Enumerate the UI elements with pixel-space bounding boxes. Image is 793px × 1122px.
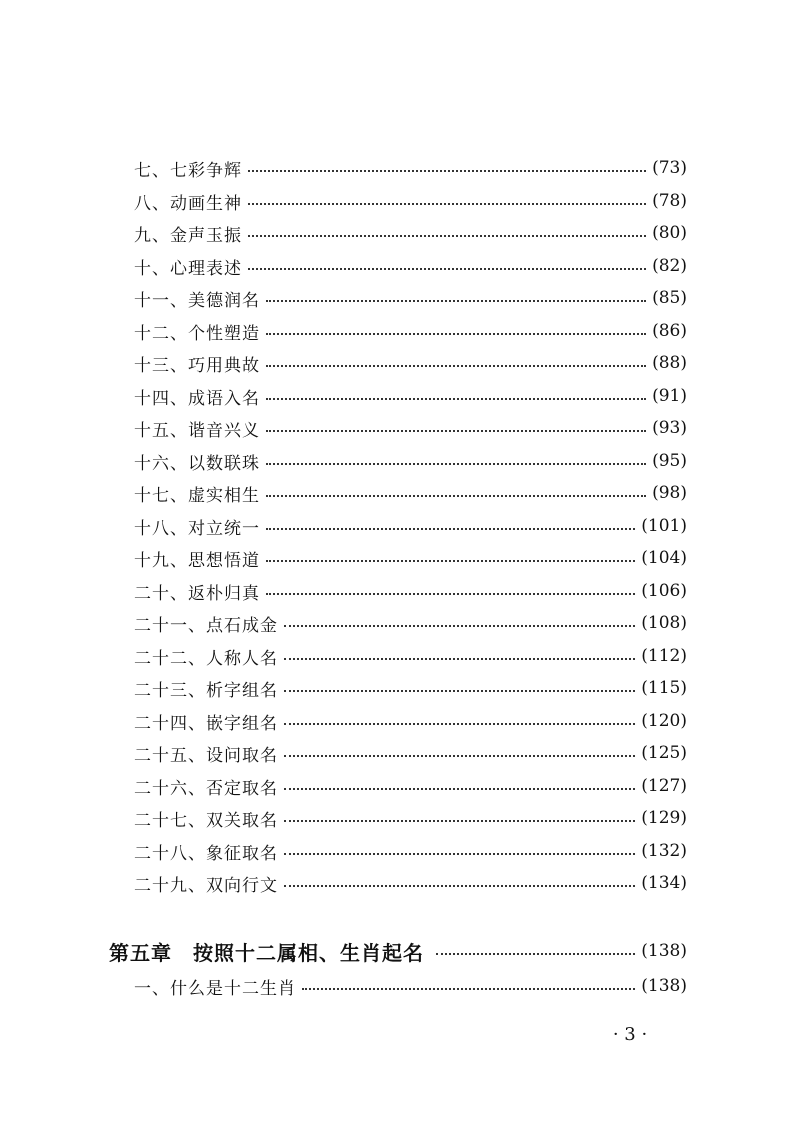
- toc-entry: [134, 152, 687, 184]
- toc-entry-title: 二十七、双关取名: [134, 810, 278, 831]
- toc-page-number: (134): [641, 873, 687, 893]
- toc-entry: [134, 542, 687, 574]
- toc-page-number: (85): [652, 288, 687, 308]
- dot-leader: [266, 528, 635, 530]
- dot-leader: [284, 755, 635, 757]
- dot-leader: [284, 690, 635, 692]
- toc-page-number: (132): [641, 841, 687, 861]
- dot-leader: [302, 988, 635, 990]
- toc-entry-title: 二十四、嵌字组名: [134, 713, 278, 734]
- toc-entry-title: 十九、思想悟道: [134, 550, 260, 571]
- toc-entry-title: 十七、虚实相生: [134, 485, 260, 506]
- dot-leader: [266, 463, 646, 465]
- toc-entry: [134, 347, 687, 379]
- toc-entry-title: 十五、谐音兴义: [134, 420, 260, 441]
- dot-leader: [284, 820, 635, 822]
- toc-entry: [134, 867, 687, 899]
- toc-entry: [134, 282, 687, 314]
- toc-entry-title: 二十三、析字组名: [134, 680, 278, 701]
- toc-entry-title: 二十九、双向行文: [134, 875, 278, 896]
- toc-page-number: (82): [652, 256, 687, 276]
- toc-entry: [134, 835, 687, 867]
- dot-leader: [266, 593, 635, 595]
- toc-entry: [134, 607, 687, 639]
- toc-page-number: (108): [641, 613, 687, 633]
- toc-entry: [134, 380, 687, 412]
- dot-leader: [266, 333, 646, 335]
- toc-entry-title: 十二、个性塑造: [134, 323, 260, 344]
- toc-page-number: (80): [652, 223, 687, 243]
- dot-leader: [266, 398, 646, 400]
- toc-page-number: (138): [641, 976, 687, 996]
- toc-page-number: (125): [641, 743, 687, 763]
- dot-leader: [266, 300, 646, 302]
- toc-entry-title: 十四、成语入名: [134, 388, 260, 409]
- toc-entry: [134, 412, 687, 444]
- toc-page-number: (106): [641, 581, 687, 601]
- toc-entry: [134, 510, 687, 542]
- toc-entry: [134, 315, 687, 347]
- dot-leader: [284, 788, 635, 790]
- toc-page-number: (138): [641, 941, 687, 961]
- toc-entry: [134, 802, 687, 834]
- toc-page-number: (112): [641, 646, 687, 666]
- dot-leader: [284, 723, 635, 725]
- toc-entry-title: 七、七彩争辉: [134, 160, 242, 181]
- dot-leader: [284, 885, 635, 887]
- toc-page-number: (93): [652, 418, 687, 438]
- toc-entry: [134, 575, 687, 607]
- dot-leader: [436, 953, 635, 955]
- page-number: · 3 ·: [612, 1024, 648, 1045]
- toc-entry-title: 一、什么是十二生肖: [134, 978, 296, 999]
- dot-leader: [266, 495, 646, 497]
- toc-entry: [134, 970, 687, 1002]
- toc-entry: [134, 477, 687, 509]
- toc-page-number: (129): [641, 808, 687, 828]
- dot-leader: [248, 268, 646, 270]
- toc-page-number: (88): [652, 353, 687, 373]
- toc-entry: [134, 672, 687, 704]
- toc-entry: [134, 217, 687, 249]
- toc-entry-title: 十一、美德润名: [134, 290, 260, 311]
- dot-leader: [284, 853, 635, 855]
- toc-entry: [134, 445, 687, 477]
- toc-page-number: (115): [641, 678, 687, 698]
- toc-page-number: (127): [641, 776, 687, 796]
- dot-leader: [284, 658, 635, 660]
- toc-entry: [134, 640, 687, 672]
- toc-page-number: (86): [652, 321, 687, 341]
- toc-page-number: (73): [652, 158, 687, 178]
- toc-entry: [134, 250, 687, 282]
- toc-page-number: (78): [652, 191, 687, 211]
- toc-entry: [134, 185, 687, 217]
- dot-leader: [248, 203, 646, 205]
- chapter-title: 第五章 按照十二属相、生肖起名: [109, 940, 424, 965]
- toc-entry-title: 九、金声玉振: [134, 225, 242, 246]
- dot-leader: [284, 625, 635, 627]
- toc-entry: [134, 737, 687, 769]
- toc-entry-title: 八、动画生神: [134, 193, 242, 214]
- toc-entry-title: 十三、巧用典故: [134, 355, 260, 376]
- chapter-heading: [109, 935, 687, 967]
- toc-page-number: (98): [652, 483, 687, 503]
- dot-leader: [248, 170, 646, 172]
- toc-entry-title: 二十五、设问取名: [134, 745, 278, 766]
- toc-page-number: (120): [641, 711, 687, 731]
- dot-leader: [248, 235, 646, 237]
- toc-page-number: (95): [652, 451, 687, 471]
- toc-page-number: (101): [641, 516, 687, 536]
- toc-entry: [134, 770, 687, 802]
- dot-leader: [266, 560, 635, 562]
- toc-entry: [134, 705, 687, 737]
- toc-entry-title: 十八、对立统一: [134, 518, 260, 539]
- toc-page-number: (104): [641, 548, 687, 568]
- dot-leader: [266, 430, 646, 432]
- toc-entry-title: 二十八、象征取名: [134, 843, 278, 864]
- toc-entry-title: 二十、返朴归真: [134, 583, 260, 604]
- toc-page-number: (91): [652, 386, 687, 406]
- toc-entry-title: 二十二、人称人名: [134, 648, 278, 669]
- toc-entry-title: 二十六、否定取名: [134, 778, 278, 799]
- toc-entry-title: 二十一、点石成金: [134, 615, 278, 636]
- toc-entry-title: 十六、以数联珠: [134, 453, 260, 474]
- dot-leader: [266, 365, 646, 367]
- toc-entry-title: 十、心理表述: [134, 258, 242, 279]
